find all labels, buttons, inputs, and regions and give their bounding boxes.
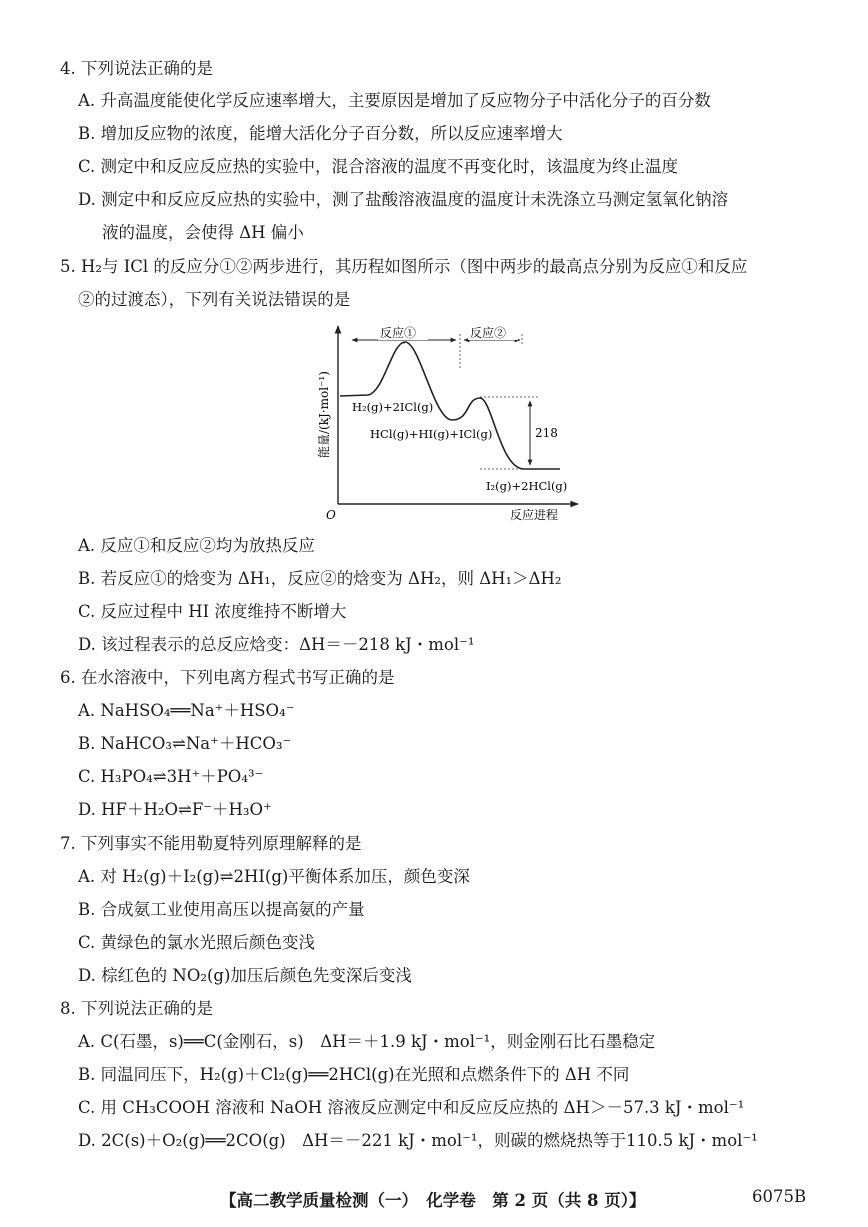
q5-stem-cont: ②的过渡态），下列有关说法错误的是 (78, 290, 351, 309)
q7-stem: 7. 下列事实不能用勒夏特列原理解释的是 (60, 834, 362, 853)
q4-stem: 4. 下列说法正确的是 (60, 59, 213, 78)
x-axis-label: 反应进程 (510, 508, 559, 522)
q7-option-d: D. 棕红色的 NO₂(g)加压后颜色先变深后变浅 (78, 966, 412, 985)
origin-label: O (326, 508, 336, 522)
q5-option-d: D. 该过程表示的总反应焓变：ΔH＝－218 kJ・mol⁻¹ (78, 635, 475, 654)
q4-option-d: D. 测定中和反应反应热的实验中，测了盐酸溶液温度的温度计未洗涤立马测定氢氧化钠溶 (78, 190, 729, 209)
q7-option-a: A. 对 H₂(g)＋I₂(g)⇌2HI(g)平衡体系加压，颜色变深 (78, 867, 470, 886)
step1-label: 反应① (380, 326, 417, 340)
y-axis-label: 能量/(kJ·mol⁻¹) (317, 371, 331, 458)
q4-option-b: B. 增加反应物的浓度，能增大活化分子百分数，所以反应速率增大 (78, 124, 563, 143)
q7-option-b: B. 合成氨工业使用高压以提高氨的产量 (78, 900, 365, 919)
q6-option-d: D. HF＋H₂O⇌F⁻＋H₃O⁺ (78, 800, 272, 819)
energy-diagram (310, 318, 600, 526)
q8-option-a: A. C(石墨，s)══C(金刚石，s) ΔH＝＋1.9 kJ・mol⁻¹，则金刚石比石墨稳定 (78, 1032, 656, 1051)
q5-option-a: A. 反应①和反应②均为放热反应 (78, 536, 315, 555)
q5-stem: 5. H₂与 ICl 的反应分①②两步进行，其历程如图所示（图中两步的最高点分别为反应①和反应 (60, 257, 748, 276)
q8-option-b: B. 同温同压下，H₂(g)＋Cl₂(g)══2HCl(g)在光照和点燃条件下的 ΔH 不同 (78, 1065, 630, 1084)
footer-title: 【高二教学质量检测（一） 化学卷 第 2 页（共 8 页）】 (220, 1191, 646, 1210)
delta-value: 218 (535, 426, 558, 440)
q8-stem: 8. 下列说法正确的是 (60, 999, 213, 1018)
q7-option-c: C. 黄绿色的氯水光照后颜色变浅 (78, 933, 316, 952)
step2-label: 反应② (470, 326, 507, 340)
q8-option-c: C. 用 CH₃COOH 溶液和 NaOH 溶液反应测定中和反应反应热的 ΔH＞－57.3 kJ・mol⁻¹ (78, 1098, 745, 1117)
q6-stem: 6. 在水溶液中，下列电离方程式书写正确的是 (60, 668, 395, 687)
products-label: I₂(g)+2HCl(g) (486, 479, 568, 493)
intermediate-label: HCl(g)+HI(g)+ICl(g) (370, 427, 493, 441)
q5-option-b: B. 若反应①的焓变为 ΔH₁，反应②的焓变为 ΔH₂，则 ΔH₁＞ΔH₂ (78, 569, 562, 588)
q4-option-d-cont: 液的温度，会使得 ΔH 偏小 (102, 223, 304, 242)
q6-option-a: A. NaHSO₄══Na⁺＋HSO₄⁻ (78, 701, 295, 720)
q5-option-c: C. 反应过程中 HI 浓度维持不断增大 (78, 602, 347, 621)
reactants-label: H₂(g)+2ICl(g) (352, 400, 434, 414)
q6-option-c: C. H₃PO₄⇌3H⁺＋PO₄³⁻ (78, 767, 264, 786)
q4-option-c: C. 测定中和反应反应热的实验中，混合溶液的温度不再变化时，该温度为终止温度 (78, 157, 679, 176)
footer-code: 6075B (752, 1187, 807, 1206)
q6-option-b: B. NaHCO₃⇌Na⁺＋HCO₃⁻ (78, 734, 292, 753)
q8-option-d: D. 2C(s)＋O₂(g)══2CO(g) ΔH＝－221 kJ・mol⁻¹，则碳的燃烧热等于110.5 kJ・mol⁻¹ (78, 1131, 758, 1150)
q4-option-a: A. 升高温度能使化学反应速率增大，主要原因是增加了反应物分子中活化分子的百分数 (78, 91, 711, 110)
